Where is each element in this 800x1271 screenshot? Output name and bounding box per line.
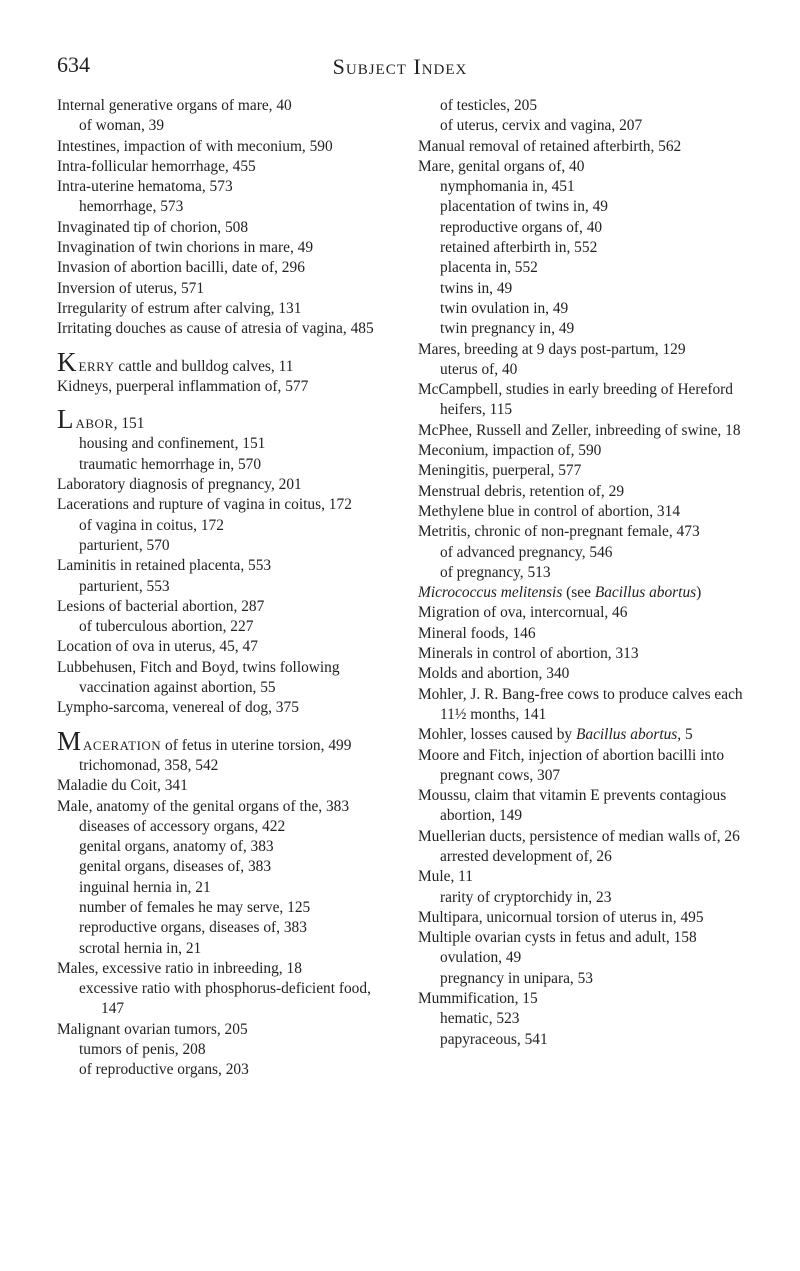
index-entry: Laboratory diagnosis of pregnancy, 201 (57, 476, 302, 494)
index-subentry: uterus of, 40 (440, 360, 518, 378)
entry-text: ) (696, 584, 702, 602)
index-entry: Multiple ovarian cysts in fetus and adult, 158 (418, 929, 697, 947)
index-subentry: of testicles, 205 (440, 97, 538, 114)
index-subentry: nymphomania in, 451 (440, 178, 575, 196)
index-entry: Multipara, unicornual torsion of uterus in, 495 (418, 908, 704, 926)
letter-gap (57, 340, 392, 353)
entry-text: of fetus in uterine torsion, 499 (161, 736, 352, 754)
index-subentry: number of females he may serve, 125 (79, 898, 311, 916)
index-entry: Male, anatomy of the genital organs of the, 383 (57, 797, 350, 815)
entry-text: Mohler, losses caused by (418, 726, 576, 744)
headword-caps: ERRY (78, 358, 115, 374)
index-column-left (57, 96, 392, 1081)
index-entry: Mineral foods, 146 (418, 624, 536, 642)
index-subentry: reproductive organs of, 40 (440, 218, 603, 236)
index-entry: Manual removal of retained afterbirth, 562 (418, 137, 682, 155)
entry-italic-term: Micrococcus melitensis (418, 584, 563, 602)
index-entry (418, 725, 753, 745)
index-entry: Methylene blue in control of abortion, 314 (418, 502, 681, 520)
drop-initial: M (57, 725, 82, 756)
index-entry: Lympho-sarcoma, venereal of dog, 375 (57, 699, 299, 717)
headword-caps: ABOR (75, 416, 114, 432)
index-subentry: of reproductive organs, 203 (79, 1061, 249, 1079)
index-subentry: of uterus, cervix and vagina, 207 (440, 117, 643, 135)
index-subentry: traumatic hemorrhage in, 570 (79, 455, 262, 473)
index-entry: Males, excessive ratio in inbreeding, 18 (57, 959, 302, 977)
index-subentry: twins in, 49 (440, 279, 513, 297)
index-entry: Inversion of uterus, 571 (57, 279, 205, 297)
index-entry: Moussu, claim that vitamin E prevents contagious abortion, 149 (418, 787, 727, 825)
index-subentry: housing and confinement, 151 (79, 435, 266, 453)
index-subentry: twin ovulation in, 49 (440, 299, 569, 317)
page-number: 634 (57, 52, 90, 77)
index-entry: Metritis, chronic of non-pregnant female, 473 (418, 523, 700, 541)
index-entry: Menstrual debris, retention of, 29 (418, 482, 625, 500)
index-entry: Mummification, 15 (418, 990, 538, 1008)
index-entry: Irregularity of estrum after calving, 131 (57, 299, 302, 317)
index-column-right (418, 96, 753, 1050)
headword-caps: ACERATION (83, 737, 162, 753)
entry-italic-term: Bacillus abortus (594, 584, 697, 602)
index-entry: McPhee, Russell and Zeller, inbreeding of swine, 18 (418, 421, 741, 439)
index-subentry: of vagina in coitus, 172 (79, 516, 224, 534)
index-entry: Location of ova in uterus, 45, 47 (57, 638, 258, 656)
index-entry: Intra-follicular hemorrhage, 455 (57, 157, 256, 175)
index-subentry: genital organs, anatomy of, 383 (79, 838, 274, 856)
index-entry: Intra-uterine hematoma, 573 (57, 178, 233, 196)
index-subentry: of advanced pregnancy, 546 (440, 543, 613, 561)
index-entry: Molds and abortion, 340 (418, 665, 570, 683)
index-entry-letter-head (57, 346, 392, 377)
letter-gap (57, 719, 392, 732)
entry-text: (see (562, 584, 595, 602)
index-entry: Maladie du Coit, 341 (57, 777, 188, 795)
index-entry: Moore and Fitch, injection of abortion bacilli into pregnant cows, 307 (418, 746, 725, 784)
index-entry: Internal generative organs of mare, 40 (57, 97, 292, 114)
index-entry: Meningitis, puerperal, 577 (418, 462, 582, 480)
index-subentry: of tuberculous abortion, 227 (79, 618, 254, 636)
index-subentry: ovulation, 49 (440, 949, 522, 967)
index-subentry: parturient, 570 (79, 536, 170, 554)
index-entry: Laminitis in retained placenta, 553 (57, 557, 272, 575)
index-subentry: of woman, 39 (79, 117, 165, 135)
index-entry: Invagination of twin chorions in mare, 49 (57, 239, 314, 257)
index-entry: Meconium, impaction of, 590 (418, 442, 602, 460)
index-subentry: genital organs, diseases of, 383 (79, 858, 272, 876)
entry-text: , 151 (113, 415, 145, 433)
index-entry: Lacerations and rupture of vagina in coitus, 172 (57, 496, 352, 514)
index-entry: Mare, genital organs of, 40 (418, 157, 585, 175)
index-entry: Lubbehusen, Fitch and Boyd, twins following vaccination against abortion, 55 (57, 658, 340, 697)
index-subentry: hematic, 523 (440, 1010, 520, 1028)
index-entry: Irritating douches as cause of atresia of vagina, 485 (57, 320, 374, 338)
index-subentry: parturient, 553 (79, 577, 170, 595)
index-entry: Migration of ova, intercornual, 46 (418, 604, 628, 622)
index-entry: Minerals in control of abortion, 313 (418, 645, 639, 663)
index-entry-letter-head (57, 404, 392, 435)
index-subentry: pregnancy in unipara, 53 (440, 969, 593, 987)
index-entry: Malignant ovarian tumors, 205 (57, 1020, 248, 1038)
index-entry: Intestines, impaction of with meconium, 590 (57, 137, 333, 155)
index-subentry: papyraceous, 541 (440, 1030, 548, 1048)
index-subentry: excessive ratio with phosphorus-deficient food, 147 (79, 980, 371, 1018)
index-subentry: inguinal hernia in, 21 (79, 878, 211, 896)
index-entry: Mares, breeding at 9 days post-partum, 129 (418, 340, 686, 358)
index-entry: Invasion of abortion bacilli, date of, 296 (57, 259, 305, 277)
index-entry: Mohler, J. R. Bang-free cows to produce calves each 11½ months, 141 (418, 685, 743, 723)
letter-gap (57, 397, 392, 410)
entry-italic-term: Bacillus abortus (575, 726, 678, 744)
index-subentry: diseases of accessory organs, 422 (79, 817, 286, 835)
index-entry: Muellerian ducts, persistence of median walls of, 26 (418, 827, 740, 845)
index-subentry: retained afterbirth in, 552 (440, 239, 598, 257)
drop-initial: L (57, 404, 74, 435)
running-title (0, 54, 800, 80)
drop-initial: K (57, 346, 77, 377)
index-subentry: placentation of twins in, 49 (440, 198, 608, 216)
index-entry: McCampbell, studies in early breeding of Hereford heifers, 115 (418, 381, 733, 419)
index-subentry: rarity of cryptorchidy in, 23 (440, 888, 612, 906)
index-entry: Lesions of bacterial abortion, 287 (57, 597, 265, 615)
index-entry: Mule, 11 (418, 868, 474, 886)
index-subentry: trichomonad, 358, 542 (79, 756, 219, 774)
index-entry (418, 583, 753, 603)
index-entry-letter-head (57, 725, 392, 756)
index-subentry: of pregnancy, 513 (440, 563, 551, 581)
index-subentry: scrotal hernia in, 21 (79, 939, 202, 957)
index-entry: Kidneys, puerperal inflammation of, 577 (57, 377, 309, 395)
index-subentry: reproductive organs, diseases of, 383 (79, 919, 307, 937)
index-subentry: hemorrhage, 573 (79, 198, 184, 216)
index-subentry: tumors of penis, 208 (79, 1041, 206, 1059)
index-subentry: placenta in, 552 (440, 259, 538, 277)
entry-text: cattle and bulldog calves, 11 (114, 357, 294, 375)
index-subentry: twin pregnancy in, 49 (440, 320, 575, 338)
entry-text: , 5 (677, 726, 693, 744)
index-subentry: arrested development of, 26 (440, 847, 612, 865)
running-title-text: Subject Index (332, 54, 468, 79)
index-entry: Invaginated tip of chorion, 508 (57, 218, 249, 236)
